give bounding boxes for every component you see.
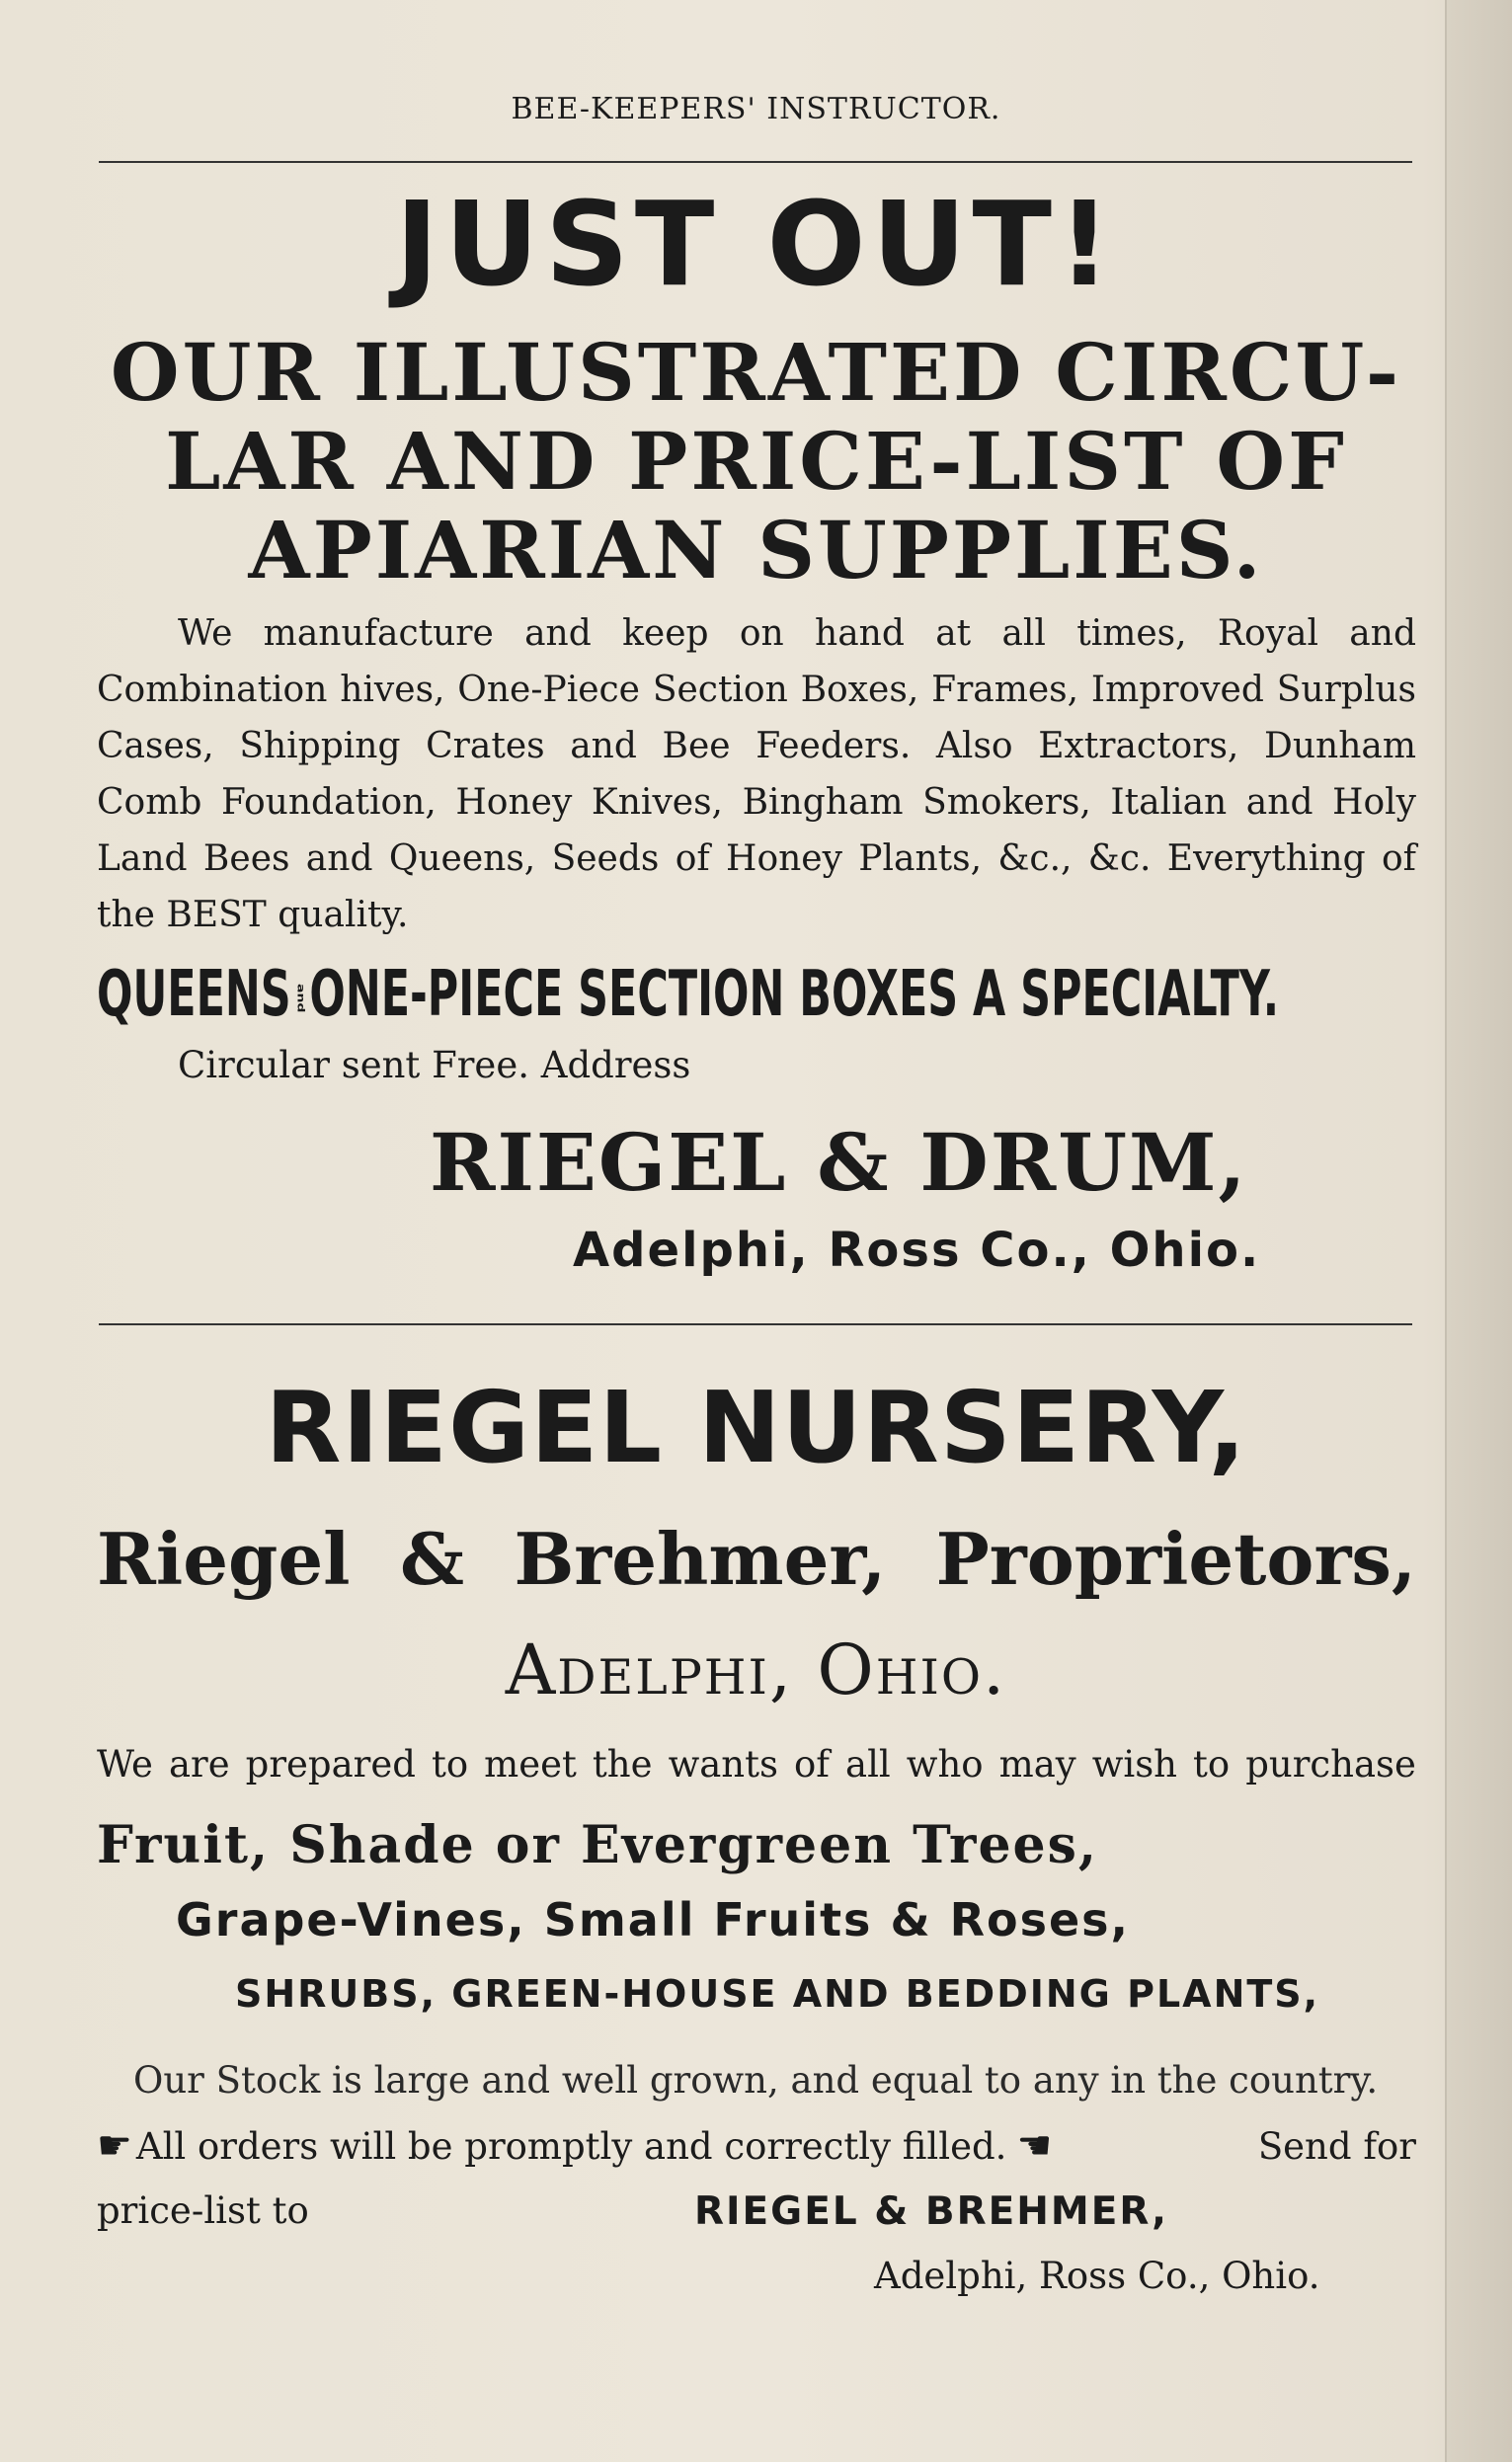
ad2-shrubs-line: SHRUBS, GREEN-HOUSE AND BEDDING PLANTS, (235, 1972, 1320, 2016)
prepared-word: the (592, 1743, 653, 1786)
ad2-firm: RIEGEL & BREHMER, (694, 2189, 1168, 2234)
ad2-headline: RIEGEL NURSERY, (265, 1370, 1247, 1485)
pointing-hand-right-icon: ☛ (97, 2123, 132, 2169)
ad2-fruit-line: Fruit, Shade or Evergreen Trees, (97, 1815, 1098, 1875)
specialty-queens: QUEENS (97, 958, 291, 1031)
ad1-circular-sent: Circular sent Free. Address (178, 1044, 691, 1086)
prepared-word: of (794, 1743, 830, 1786)
ad1-subhead-line-2: LAR AND PRICE-LIST OF (165, 415, 1347, 508)
running-head: BEE-KEEPERS' INSTRUCTOR. (511, 92, 1001, 126)
ad1-subhead-line-1: OUR ILLUSTRATED CIRCU- (110, 326, 1402, 419)
prepared-word: to (1193, 1743, 1231, 1786)
prepared-word: meet (484, 1743, 577, 1786)
specialty-and: and (294, 983, 306, 1013)
ad1-headline: JUST OUT! (395, 176, 1117, 312)
ad1-firm: RIEGEL & DRUM, (430, 1116, 1248, 1209)
proprietors-word: Brehmer, (514, 1517, 887, 1601)
prepared-word: purchase (1245, 1743, 1416, 1786)
specialty-boxes: ONE-PIECE SECTION BOXES A SPECIALTY. (309, 958, 1280, 1031)
ad1-specialty (97, 958, 1280, 1031)
ad2-stock: Our Stock is large and well grown, and equal to any in the country. (133, 2059, 1379, 2102)
proprietors-word: Riegel (97, 1517, 351, 1601)
ad2-address: Adelphi, Ross Co., Ohio. (874, 2255, 1320, 2297)
prepared-word: We (97, 1743, 153, 1786)
pointing-hand-left-icon: ☚ (1016, 2123, 1053, 2169)
ad1-address: Adelphi, Ross Co., Ohio. (573, 1223, 1261, 1278)
proprietors-word: & (399, 1517, 464, 1601)
ad2-prepared (97, 1743, 1416, 1786)
proprietors-word: Proprietors, (935, 1517, 1416, 1601)
prepared-word: wish (1091, 1743, 1178, 1786)
ad1-body: We manufacture and keep on hand at all times, Royal and Combination hives, One-Piece Section Boxes, Frames, Improved Surplus Cases, Shipping Crates and Bee Feeders. Also Extractors, Dunham Comb Foundation, Honey Knives, Bingham Smokers, Italian and Holy Land Bees and Queens, Seeds of Honey Plants, &c., &c. Everything of the BEST quality. (97, 613, 1416, 935)
prepared-word: wants (668, 1743, 778, 1786)
prepared-word: may (998, 1743, 1076, 1786)
top-rule (99, 161, 1412, 163)
ad2-location: Adelphi, Ohio. (505, 1629, 1007, 1710)
prepared-word: are (168, 1743, 230, 1786)
send-for-text: Send for (1257, 2124, 1416, 2168)
prepared-word: prepared (245, 1743, 416, 1786)
prepared-word: to (431, 1743, 469, 1786)
prepared-word: who (906, 1743, 984, 1786)
middle-rule (99, 1323, 1412, 1325)
ad2-grape-line: Grape-Vines, Small Fruits & Roses, (176, 1893, 1131, 1946)
prepared-word: all (845, 1743, 891, 1786)
ad2-orders (97, 2123, 1416, 2169)
ad1-subhead-line-3: APIARIAN SUPPLIES. (248, 504, 1264, 596)
orders-text: All orders will be promptly and correctly filled. (135, 2124, 1007, 2168)
ad2-proprietors (97, 1517, 1416, 1601)
ad2-pricelist-to: price-list to (97, 2189, 309, 2232)
